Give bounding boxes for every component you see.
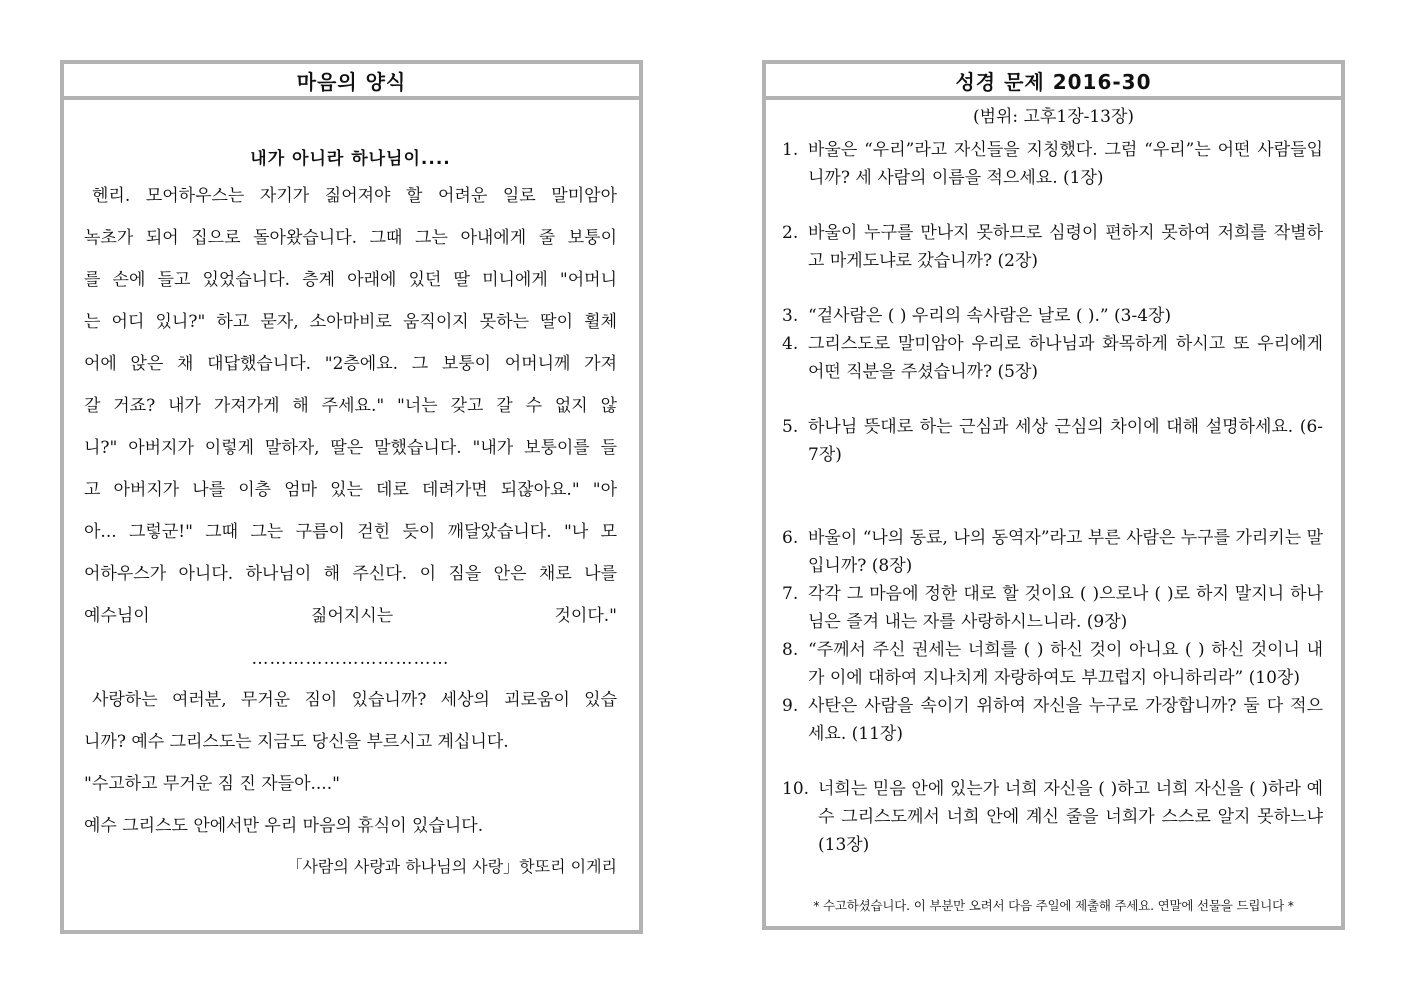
submission-footnote: * 수고하셨습니다. 이 부분만 오려서 다음 주일에 제출해 주세요. 연말에 선물을 드립니다 * — [813, 898, 1294, 913]
quiz-panel — [762, 60, 1345, 930]
question-item — [782, 636, 1323, 692]
question-text: 바울은 “우리”라고 자신들을 지칭했다. 그럼 “우리”는 어떤 사람들입니까? 세 사람의 이름을 적으세요. (1장) — [808, 140, 1323, 188]
story-line: 아... 그렇군!" 그때 그는 구름이 걷힌 듯이 깨달았습니다. "나 모 — [84, 522, 617, 542]
question-number: 6. — [782, 528, 799, 548]
question-text: 각각 그 마음에 정한 대로 할 것이요 ( )으로나 ( )로 하지 말지니 하나님은 즐겨 내는 자를 사랑하시느니라. (9장) — [808, 584, 1323, 632]
quiz-header: 성경 문제 2016-30 — [766, 64, 1341, 100]
question-number: 3. — [782, 306, 799, 326]
question-number: 8. — [782, 640, 799, 660]
devotional-body — [64, 144, 639, 887]
question-list — [766, 136, 1341, 859]
question-number: 7. — [782, 584, 799, 604]
story-line: 어하우스가 아니다. 하나님이 해 주신다. 이 짐을 안은 채로 나를 — [84, 564, 617, 584]
question-text: 바울이 누구를 만나지 못하므로 심령이 편하지 못하여 저희를 작별하고 마게도냐로 갔습니까? (2장) — [808, 223, 1323, 271]
story-line: 갈 거죠? 내가 가져가게 해 주세요." "너는 갖고 갈 수 없지 않 — [84, 396, 617, 416]
question-text: 그리스도로 말미암아 우리로 하나님과 화목하게 하시고 또 우리에게 어떤 직분을 주셨습니까? (5장) — [808, 334, 1323, 382]
story-title: 내가 아니라 하나님이.... — [250, 149, 451, 169]
question-number: 1. — [782, 140, 799, 160]
quiz-range: (범위: 고후1장-13장) — [972, 107, 1135, 127]
closing-line: 예수 그리스도 안에서만 우리 마음의 휴식이 있습니다. — [84, 816, 484, 836]
question-number: 2. — [782, 223, 799, 243]
closing-line: 니까? 예수 그리스도는 지금도 당신을 부르시고 계십니다. — [84, 732, 509, 752]
question-number: 9. — [782, 696, 799, 716]
question-item — [782, 524, 1323, 580]
question-text: “주께서 주신 권세는 너희를 ( ) 하신 것이 아니요 ( ) 하신 것이니 내가 이에 대하여 지나치게 자랑하여도 부끄럽지 아니하리라” (10장) — [808, 640, 1323, 688]
question-item — [782, 219, 1323, 275]
question-item — [782, 302, 1323, 330]
story-line: 녹초가 되어 집으로 돌아왔습니다. 그때 그는 아내에게 줄 보퉁이 — [84, 228, 617, 248]
question-text: 너희는 믿음 안에 있는가 너희 자신을 ( )하고 너희 자신을 ( )하라 예수 그리스도께서 너희 안에 계신 줄을 너희가 스스로 알지 못하느냐 (13장) — [818, 779, 1323, 855]
question-text: 사탄은 사람을 속이기 위하여 자신을 누구로 가장합니까? 둘 다 적으세요. (11장) — [808, 696, 1323, 744]
question-number: 10. — [782, 779, 810, 799]
question-text: “겉사람은 ( ) 우리의 속사람은 날로 ( ).” (3-4장) — [808, 306, 1172, 326]
question-item — [782, 330, 1323, 386]
story-text — [84, 175, 617, 637]
story-line: 니?" 아버지가 이렇게 말하자, 딸은 말했습니다. "내가 보퉁이를 들 — [84, 438, 617, 458]
source-citation: 「사람의 사랑과 하나님의 사랑」핫또리 이게리 — [286, 857, 617, 876]
story-line: 헨리. 모어하우스는 자기가 짊어져야 할 어려운 일로 말미암아 — [92, 186, 617, 206]
section-divider: …………………………… — [251, 649, 450, 669]
story-line: 를 손에 들고 있었습니다. 층계 아래에 있던 딸 미니에게 "어머니 — [84, 270, 617, 290]
closing-line: "수고하고 무거운 짐 진 자들아...." — [84, 774, 340, 794]
question-text: 하나님 뜻대로 하는 근심과 세상 근심의 차이에 대해 설명하세요. (6-7장) — [808, 417, 1323, 465]
question-item — [782, 413, 1323, 469]
story-line: 는 어디 있니?" 하고 묻자, 소아마비로 움직이지 못하는 딸이 휠체 — [84, 312, 617, 332]
question-item — [782, 775, 1323, 859]
devotional-panel — [60, 60, 643, 934]
story-line: 예수님이 짊어지시는 것이다." — [84, 606, 617, 626]
question-number: 5. — [782, 417, 799, 437]
question-item — [782, 692, 1323, 748]
question-item — [782, 136, 1323, 192]
closing-line: 사랑하는 여러분, 무거운 짐이 있습니까? 세상의 괴로움이 있습 — [92, 690, 617, 710]
question-item — [782, 580, 1323, 636]
story-line: 고 아버지가 나를 이층 엄마 있는 데로 데려가면 되잖아요." "아 — [84, 480, 617, 500]
devotional-header: 마음의 양식 — [64, 64, 639, 100]
question-text: 바울이 “나의 동료, 나의 동역자”라고 부른 사람은 누구를 가리키는 말입니까? (8장) — [808, 528, 1323, 576]
story-line: 어에 앉은 채 대답했습니다. "2층에요. 그 보퉁이 어머니께 가져 — [84, 354, 617, 374]
question-number: 4. — [782, 334, 799, 354]
